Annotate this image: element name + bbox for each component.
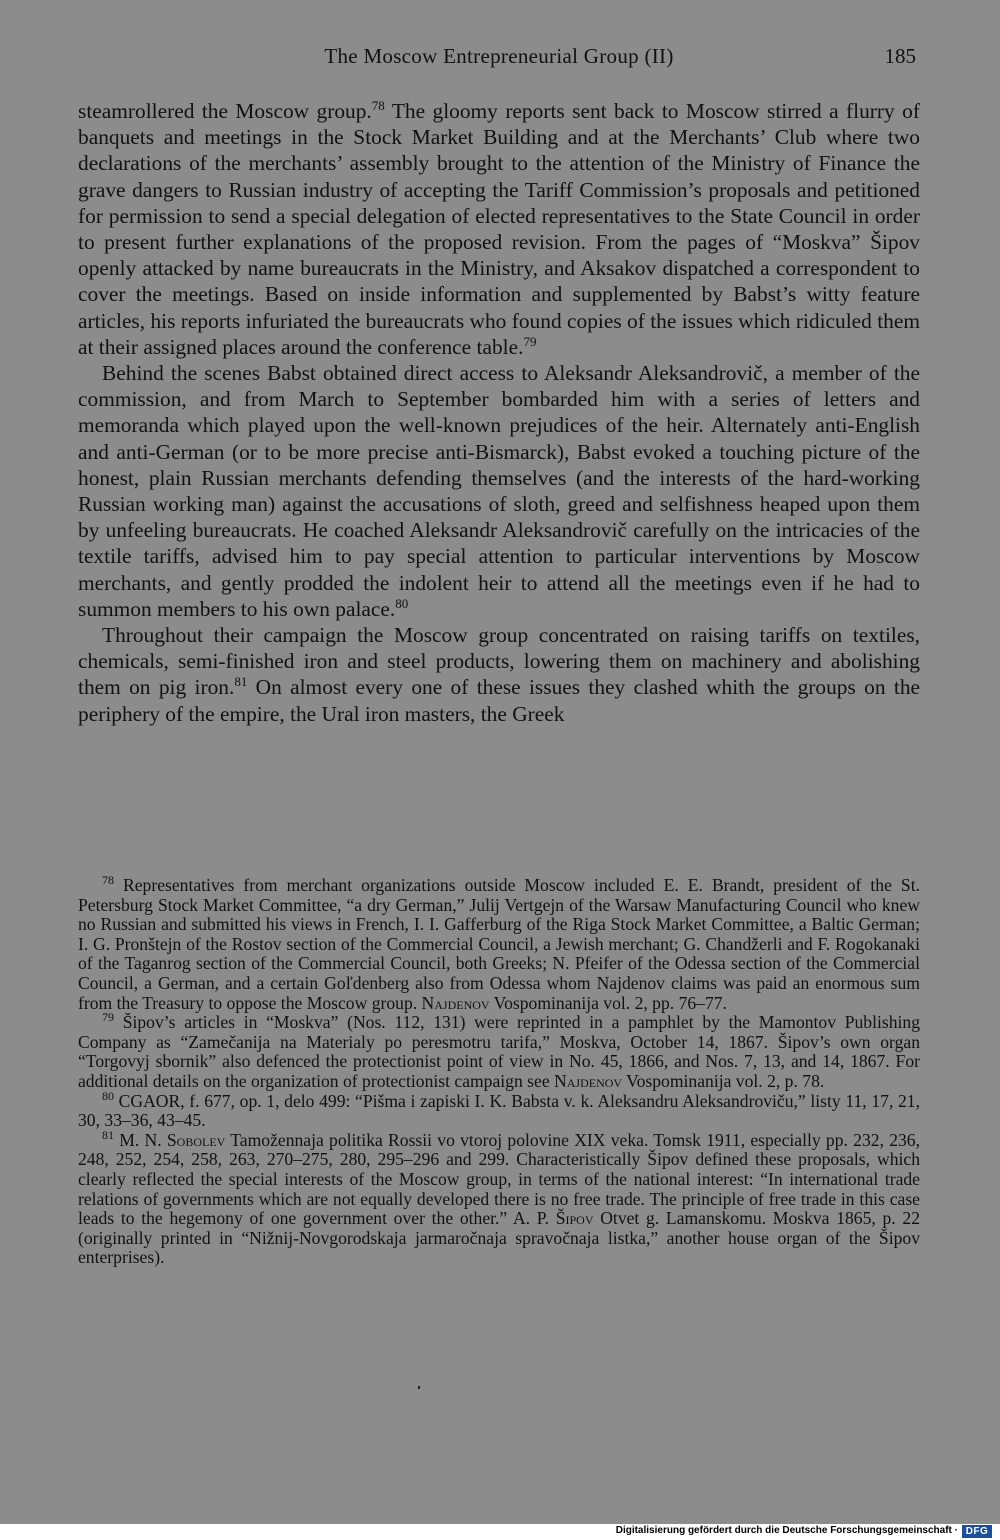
running-title: The Moscow Entrepreneurial Group (II) [324, 44, 674, 68]
footnote-text: CGAOR, f. 677, op. 1, delo 499: “Pišma i zapiski I. K. Babsta v. k. Aleksandru Aleksandroviču,” listy 11, 17, 21, 30, 33–36, 43–45. [78, 1090, 920, 1131]
footnote-number: 79 [102, 1010, 114, 1025]
paragraph-2 [78, 360, 920, 622]
footnote-ref: 78 [371, 97, 385, 113]
scan-speck [418, 1386, 420, 1389]
footnote-78 [78, 873, 920, 1013]
footnote-ref: 80 [395, 595, 409, 611]
footnote-79 [78, 1010, 920, 1091]
footnote-ref: 79 [523, 333, 537, 349]
footnote-text: Vospominanija vol. 2, p. 78. [622, 1070, 825, 1091]
footnote-text: Vospominanija vol. 2, pp. 76–77. [489, 992, 727, 1013]
footnote-number: 80 [102, 1088, 114, 1103]
paragraph-text: The gloomy reports sent back to Moscow stirred a flurry of banquets and meetings in the Stock Market Building and at the Merchants’ Club where two declarations of the merchants’ assembly brought to the attention of the Ministry of Finance the grave dangers to Russian industry of accepting the Tariff Commission’s proposals and petitioned for permission to send a special delegation of elected representatives to the State Council in order to present further explanations of the proposed revision. From the pages of “Moskva” Šipov openly attacked by name bureaucrats in the Ministry, and Aksakov dispatched a correspondent to cover the meetings. Based on inside information and supplemented by Babst’s witty feature articles, his reports infuriated the bureaucrats who found copies of the issues which ridiculed them at their assigned places around the conference table. [78, 99, 920, 359]
page-number: 185 [884, 44, 916, 68]
footnote-text: Representatives from merchant organizations outside Moscow included E. E. Brandt, president of the St. Petersburg Stock Market Committee, “a dry German,” Julij Vertgejn of the Warsaw Manufacturing Council who knew no Russian and submitted his views in French, I. I. Gafferburg of the Riga Stock Market Committee, a Baltic German; I. G. Pronštejn of the Rostov section of the Commercial Council, a Jewish merchant; G. Chandžerli and F. Rogokanaki of the Taganrog section of the Commercial Council, both Greeks; N. Pfeifer of the Odessa section of the Commercial Council, a German, and a certain Goľdenberg also from Odessa whom Najdenov claims was paid an enormous sum from the Treasury to oppose the Moscow group. [78, 875, 920, 1013]
footnote-81 [78, 1127, 920, 1268]
footnote-number: 81 [102, 1127, 114, 1142]
paragraph-text: On almost every one of these issues they clashed whith the groups on the periphery of the empire, the Ural iron masters, the Greek [78, 675, 921, 726]
footnote-text: Tamožennaja politika Rossii vo vtoroj polovine XIX veka. Tomsk 1911, especially pp. 232, 236, 248, 252, 254, 258, 263, 270–275, 280, 295–296 and 299. Characteristically Šipov defined these proposals, which clearly reflected the special interests of the Moscow group, in terms of the national interest: “In international trade relations of governments which are not equally developed there is no free trade. The principle of free trade in this case leads to the hegemony of one government over the other.” A. P. [78, 1129, 920, 1229]
running-head [78, 44, 920, 78]
footnote-text: Otvet g. Lamanskomu. Moskva 1865, p. 22 (originally printed in “Nižnij-Novgorodskaja jarmaročnaja spravočnaja listka,” another house organ of the Šipov enterprises). [78, 1208, 920, 1268]
footnote-author: Najdenov [554, 1070, 623, 1091]
dfg-logo-icon: DFG [962, 1525, 992, 1538]
footnote-text: M. N. [114, 1129, 167, 1150]
paragraph-1 [78, 98, 920, 360]
digitization-credit: Digitalisierung gefördert durch die Deutsche Forschungsgemeinschaft · [615, 1525, 958, 1536]
digitization-footer [0, 1524, 1000, 1540]
paragraph-text: Behind the scenes Babst obtained direct access to Aleksandr Aleksandrovič, a member of the commission, and from March to September bombarded him with a series of letters and memoranda which played upon the well-known prejudices of the heir. Alternately anti-English and anti-German (or to be more precise anti-Bismarck), Babst evoked a touching picture of the honest, plain Russian merchants defending themselves (and the interests of the hard-working Russian working man) against the accusations of sloth, greed and selfishness heaped upon them by unfeeling bureaucrats. He coached Aleksandr Aleksandrovič carefully on the intricacies of the textile tariffs, advised him to pay special attention to particular interventions by Moscow merchants, and gently prodded the indolent heir to attend all the meetings even if he had to summon members to his own palace. [78, 361, 920, 621]
footnote-author: Najdenov [421, 992, 490, 1013]
footnote-author: Šipov [555, 1208, 594, 1229]
footnote-text: Šipov’s articles in “Moskva” (Nos. 112, 131) were reprinted in a pamphlet by the Mamontov Publishing Company as “Zamečanija na Materialy po peresmotru tarifa,” Moskva, October 14, 1867. Šipov’s own organ “Torgovyj sbornik” also defenced the protectionist point of view in No. 45, 1866, and Nos. 7, 13, and 14, 1867. For additional details on the organization of protectionist campaign see [78, 1012, 920, 1091]
paragraph-text: steamrollered the Moscow group. [78, 99, 372, 123]
footnote-author: Sobolev [166, 1129, 226, 1150]
footnote-ref: 81 [234, 674, 248, 690]
footnotes [78, 873, 920, 1268]
footnote-number: 78 [102, 873, 114, 888]
body-text [78, 98, 920, 727]
paragraph-text: Throughout their campaign the Moscow group concentrated on raising tariffs on textiles, chemicals, semi-finished iron and steel products, lowering them on machinery and abolishing them on pig iron. [78, 623, 920, 700]
paragraph-3 [78, 622, 920, 727]
footnote-80 [78, 1088, 920, 1131]
